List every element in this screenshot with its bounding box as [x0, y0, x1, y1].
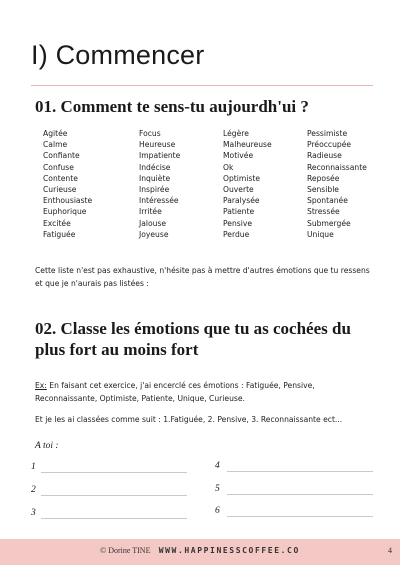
section-2-heading: 02. Classe les émotions que tu as cochées du plus fort au moins fort: [35, 319, 351, 359]
emotion-item: Reposée: [307, 173, 340, 183]
emotion-item: Confuse: [43, 162, 74, 172]
title-divider: [31, 85, 373, 86]
emotion-item: Unique: [307, 229, 334, 239]
emotion-item: Intéressée: [139, 196, 179, 206]
emotion-column-3: [223, 128, 307, 240]
a-toi-label: A toi :: [35, 441, 59, 451]
footer-band: [0, 539, 400, 565]
emotion-column-2: [139, 128, 223, 240]
emotion-item: Pensive: [223, 218, 253, 228]
answer-number: 3: [31, 508, 36, 518]
answer-underline: [227, 471, 373, 472]
emotion-item: Submergée: [307, 218, 351, 228]
emotion-item: Patiente: [223, 207, 255, 217]
emotion-item: Agitée: [43, 129, 68, 138]
emotion-item: Ouverte: [223, 185, 254, 195]
emotion-item: Irritée: [139, 207, 162, 217]
emotion-column-1: [43, 128, 139, 240]
emotion-item: Inspirée: [139, 185, 170, 195]
answer-line-2[interactable]: [31, 485, 191, 497]
answer-underline: [227, 494, 373, 495]
answer-line-4[interactable]: [215, 461, 375, 473]
emotion-list: [43, 128, 373, 240]
answer-line-3[interactable]: [31, 508, 191, 520]
page-number: 4: [388, 546, 392, 555]
list-note: Cette liste n'est pas exhaustive, n'hésite pas à mettre d'autres émotions que tu ressens et que je n'aurais pas listées :: [35, 266, 370, 288]
answer-number: 4: [215, 461, 220, 471]
example-label: Ex:: [35, 381, 47, 390]
answer-line-1[interactable]: [31, 462, 191, 474]
answer-underline: [41, 472, 187, 473]
emotion-item: Ok: [223, 162, 234, 172]
answer-number: 5: [215, 484, 220, 494]
answer-underline: [41, 518, 187, 519]
emotion-item: Sensible: [307, 185, 339, 195]
emotion-item: Préoccupée: [307, 140, 352, 150]
emotion-item: Optimiste: [223, 173, 260, 183]
example-paragraph: [35, 380, 373, 405]
emotion-item: Fatiguée: [43, 229, 76, 239]
emotion-item: Enthousiaste: [43, 196, 93, 206]
emotion-item: Euphorique: [43, 207, 87, 217]
emotion-item: Légère: [223, 129, 249, 138]
emotion-item: Impatiente: [139, 151, 181, 161]
emotion-item: Indécise: [139, 162, 171, 172]
emotion-item: Stressée: [307, 207, 340, 217]
footer-text: [0, 546, 400, 555]
emotion-item: Spontanée: [307, 196, 348, 206]
copyright: © Dorine TINE: [100, 546, 151, 555]
emotion-item: Joyeuse: [139, 229, 169, 239]
emotion-item: Focus: [139, 129, 161, 138]
emotion-item: Contente: [43, 173, 78, 183]
emotion-item: Malheureuse: [223, 140, 272, 150]
answer-line-5[interactable]: [215, 484, 375, 496]
emotion-item: Reconnaissante: [307, 162, 367, 172]
example-text: En faisant cet exercice, j'ai encerclé ces émotions : Fatiguée, Pensive, Reconnaissante, Optimiste, Patiente, Unique, Curieuse.: [35, 381, 315, 403]
emotion-item: Excitée: [43, 218, 71, 228]
emotion-item: Curieuse: [43, 185, 77, 195]
page-title: I) Commencer: [31, 40, 205, 70]
emotion-item: Motivée: [223, 151, 254, 161]
emotion-item: Inquiète: [139, 173, 171, 183]
answer-underline: [41, 495, 187, 496]
emotion-item: Calme: [43, 140, 68, 150]
emotion-item: Perdue: [223, 229, 250, 239]
emotion-item: Heureuse: [139, 140, 176, 150]
emotion-item: Radieuse: [307, 151, 342, 161]
emotion-item: Pessimiste: [307, 129, 348, 138]
emotion-column-4: [307, 128, 373, 240]
emotion-item: Jalouse: [139, 218, 167, 228]
emotion-item: Paralysée: [223, 196, 260, 206]
answer-number: 2: [31, 485, 36, 495]
answer-number: 1: [31, 462, 36, 472]
section-1-heading: 01. Comment te sens-tu aujourdh'ui ?: [35, 97, 309, 116]
website-link[interactable]: WWW.HAPPINESSCOFFEE.CO: [158, 546, 300, 555]
answer-underline: [227, 516, 373, 517]
answer-number: 6: [215, 506, 220, 516]
emotion-item: Confiante: [43, 151, 80, 161]
ranking-paragraph: Et je les ai classées comme suit : 1.Fatiguée, 2. Pensive, 3. Reconnaissante ect...: [35, 415, 343, 424]
answer-line-6[interactable]: [215, 506, 375, 518]
